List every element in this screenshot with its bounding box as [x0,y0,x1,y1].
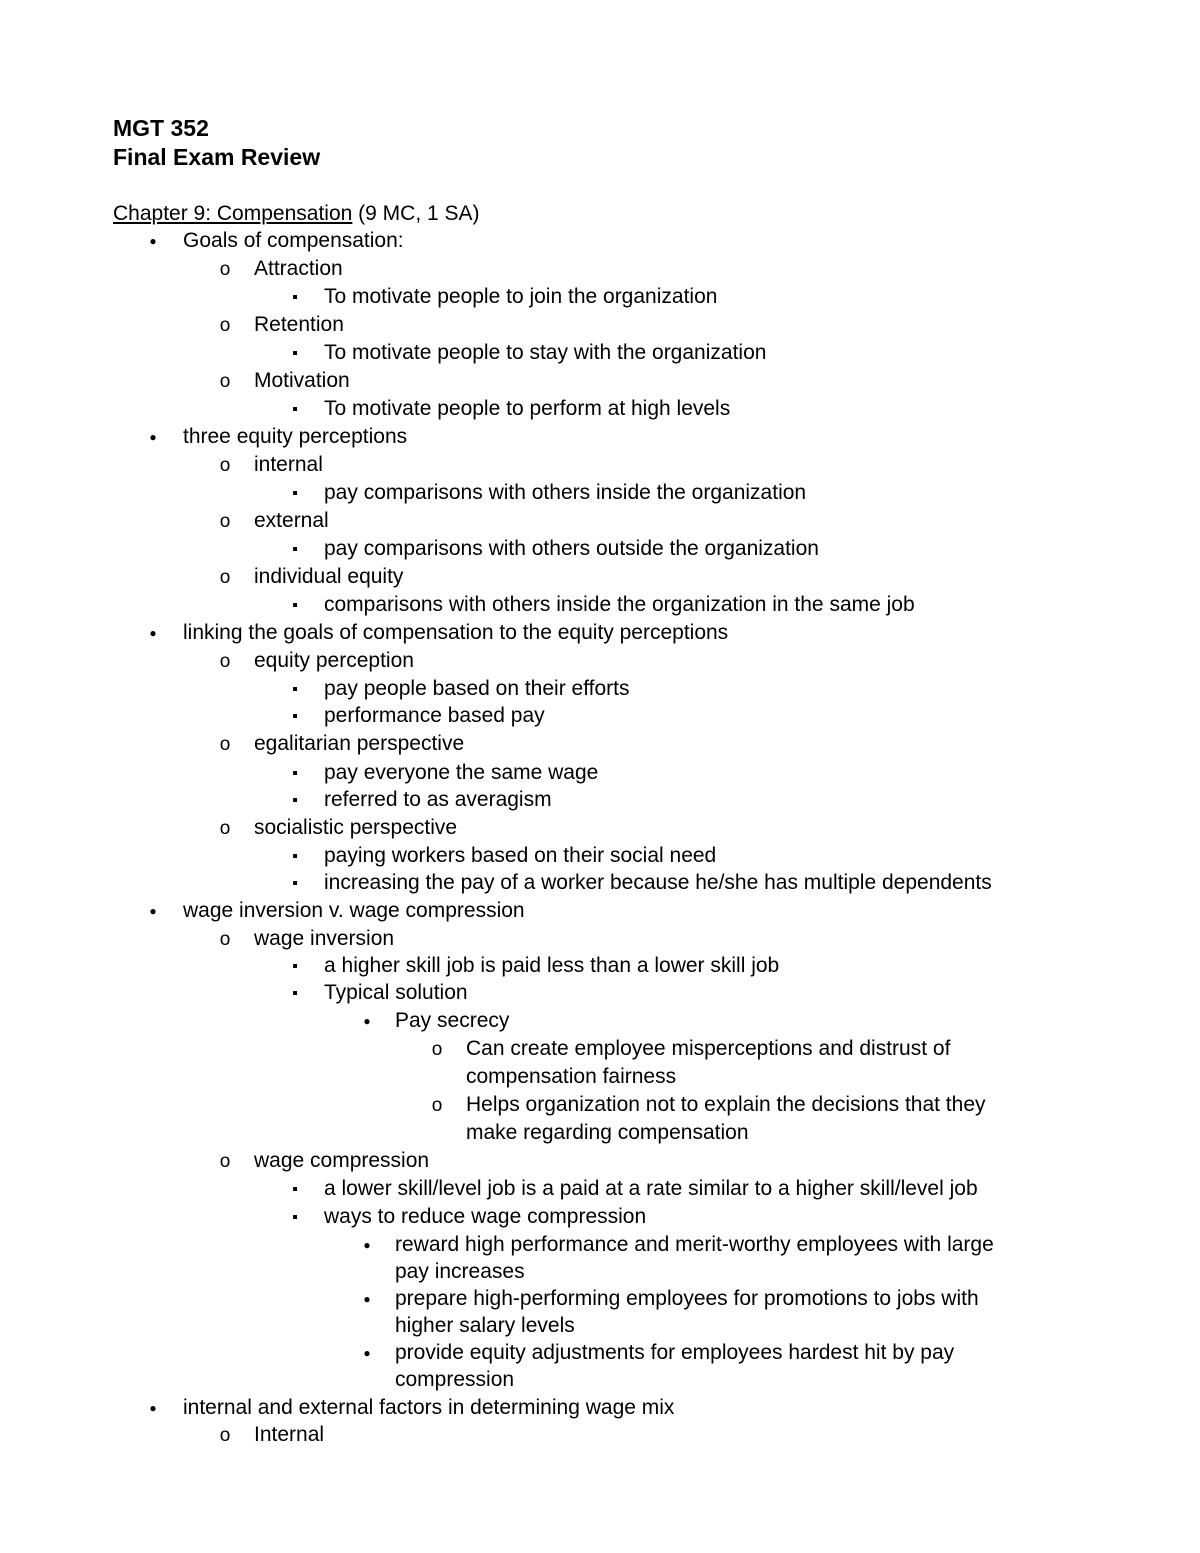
square-bullet-icon [285,979,305,1009]
circle-bullet-icon [427,1091,447,1120]
square-bullet-icon [285,675,305,705]
outline-item-level-3: increasing the pay of a worker because he/she has multiple dependents [324,871,992,894]
outline-item-level-2: individual equity [254,565,404,588]
disc-bullet-icon [143,227,163,257]
outline-item-level-3: pay everyone the same wage [324,761,599,784]
outline-item-level-2: wage inversion [254,927,395,950]
outline-item-level-4: pay increases [395,1260,525,1283]
circle-bullet-icon [215,563,235,592]
outline-item-level-2: Retention [254,313,344,336]
circle-bullet-icon [215,730,235,759]
circle-bullet-icon [215,1421,235,1450]
square-bullet-icon [285,869,305,899]
square-bullet-icon [285,786,305,816]
disc-bullet-icon [143,897,163,927]
outline-item-level-3: To motivate people to perform at high levels [324,397,731,420]
square-bullet-icon [285,702,305,732]
outline-item-level-3: referred to as averagism [324,788,552,811]
outline-item-level-4: prepare high-performing employees for promotions to jobs with [395,1287,979,1310]
outline-item-level-5: Can create employee misperceptions and distrust of [466,1037,951,1060]
outline-item-level-3: pay comparisons with others inside the organization [324,481,807,504]
outline-item-level-1: internal and external factors in determining wage mix [183,1396,675,1419]
circle-bullet-icon [215,311,235,340]
square-bullet-icon [285,339,305,369]
outline-item-level-3: To motivate people to stay with the organization [324,341,767,364]
outline-item-level-3: a higher skill job is paid less than a lower skill job [324,954,780,977]
square-bullet-icon [285,479,305,509]
circle-bullet-icon [427,1035,447,1064]
outline-item-level-2: wage compression [254,1149,430,1172]
square-bullet-icon [285,952,305,982]
outline-item-level-4: Pay secrecy [395,1009,510,1032]
outline-item-level-2: Motivation [254,369,350,392]
chapter-meta: (9 MC, 1 SA) [352,202,480,225]
circle-bullet-icon [215,925,235,954]
circle-bullet-icon [215,647,235,676]
outline-item-level-3: pay people based on their efforts [324,677,630,700]
outline-item-level-1: three equity perceptions [183,425,408,448]
course-code: MGT 352 [113,115,209,141]
outline-item-level-2: Internal [254,1423,325,1446]
square-bullet-icon [285,283,305,313]
square-bullet-icon [285,1203,305,1233]
outline-item-level-3: performance based pay [324,704,545,727]
outline-item-level-4: compression [395,1368,515,1391]
outline-item-level-5: make regarding compensation [466,1121,749,1144]
outline-item-level-3: pay comparisons with others outside the organization [324,537,819,560]
disc-bullet-icon [357,1007,377,1037]
circle-bullet-icon [215,1147,235,1176]
square-bullet-icon [285,842,305,872]
square-bullet-icon [285,591,305,621]
outline-item-level-5: compensation fairness [466,1065,677,1088]
circle-bullet-icon [215,255,235,284]
outline-item-level-4: reward high performance and merit-worthy employees with large [395,1233,994,1256]
outline-item-level-2: external [254,509,329,532]
outline-item-level-2: socialistic perspective [254,816,458,839]
outline-item-level-3: comparisons with others inside the organization in the same job [324,593,915,616]
square-bullet-icon [285,535,305,565]
circle-bullet-icon [215,507,235,536]
circle-bullet-icon [215,814,235,843]
outline-item-level-1: linking the goals of compensation to the equity perceptions [183,621,729,644]
square-bullet-icon [285,395,305,425]
outline-item-level-3: paying workers based on their social need [324,844,717,867]
outline-item-level-4: provide equity adjustments for employees hardest hit by pay [395,1341,955,1364]
outline-item-level-2: egalitarian perspective [254,732,465,755]
disc-bullet-icon [357,1339,377,1369]
outline-item-level-1: wage inversion v. wage compression [183,899,525,922]
chapter-heading [113,200,480,228]
square-bullet-icon [285,759,305,789]
outline-item-level-3: ways to reduce wage compression [324,1205,647,1228]
outline-item-level-2: equity perception [254,649,414,672]
outline-item-level-2: internal [254,453,323,476]
document-title: Final Exam Review [113,144,321,170]
outline-item-level-3: To motivate people to join the organization [324,285,718,308]
outline-item-level-4: higher salary levels [395,1314,575,1337]
disc-bullet-icon [143,1394,163,1424]
square-bullet-icon [285,1175,305,1205]
chapter-name: Chapter 9: Compensation [113,202,353,225]
disc-bullet-icon [143,619,163,649]
circle-bullet-icon [215,367,235,396]
disc-bullet-icon [357,1285,377,1315]
outline-item-level-5: Helps organization not to explain the decisions that they [466,1093,986,1116]
outline-item-level-2: Attraction [254,257,343,280]
outline-item-level-3: Typical solution [324,981,468,1004]
disc-bullet-icon [357,1231,377,1261]
circle-bullet-icon [215,451,235,480]
outline-item-level-1: Goals of compensation: [183,229,404,252]
outline-item-level-3: a lower skill/level job is a paid at a rate similar to a higher skill/level job [324,1177,978,1200]
disc-bullet-icon [143,423,163,453]
